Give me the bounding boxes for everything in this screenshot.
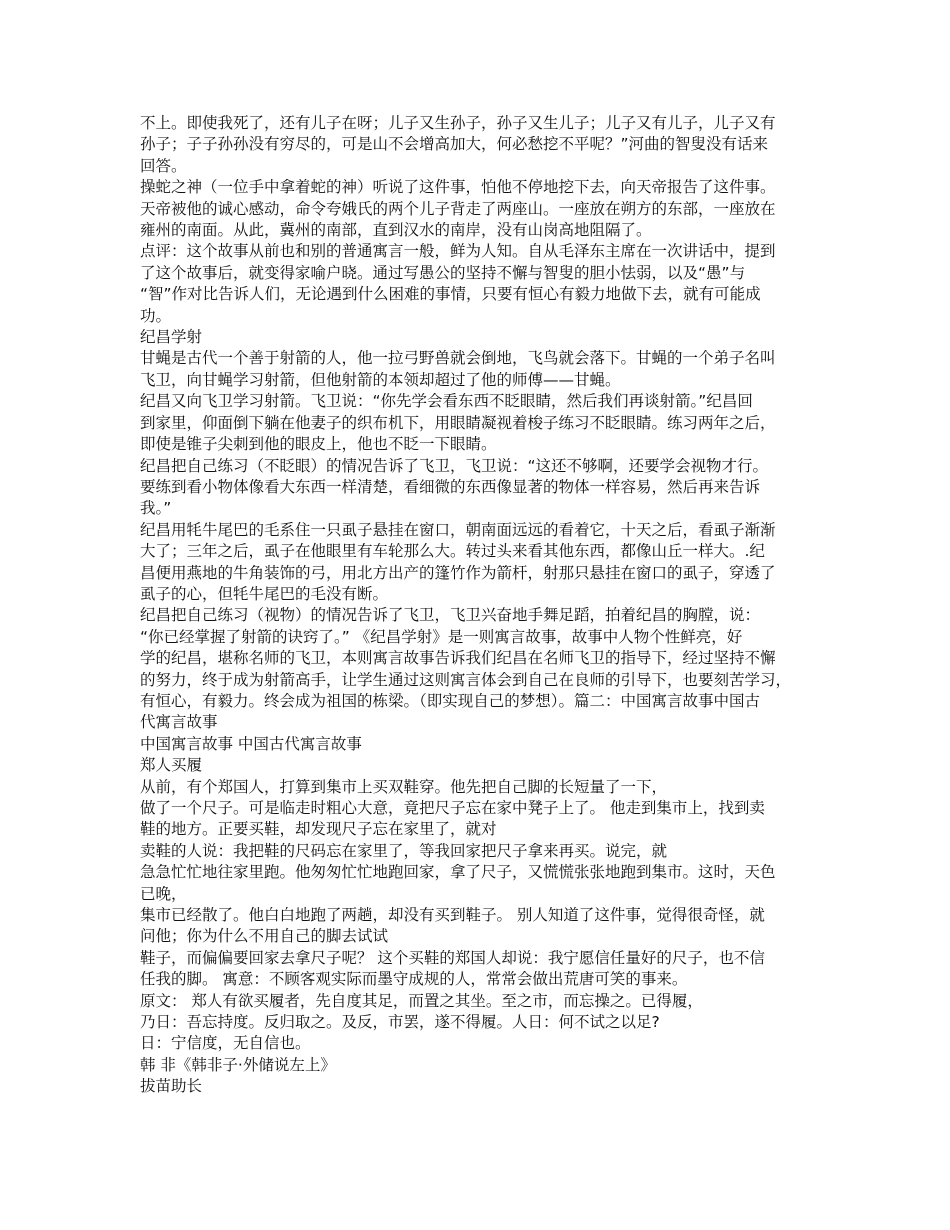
text-line: 大了；三年之后，虱子在他眼里有车轮那么大。转过头来看其他东西，都像山丘一样大。.纪 [140,542,765,561]
text-line: 孙子；子子孙孙没有穷尽的，可是山不会增高加大，何必愁挖不平呢？”河曲的智叟没有话来 [140,135,769,154]
text-line: 乃日：吾忘持度。反归取之。及反，市罢，遂不得履。人日：何不试之以足? [140,1013,660,1032]
text-line: 任我的脚。 寓意：不顾客观实际而墨守成规的人，常常会做出荒唐可笑的事来。 [140,970,688,989]
text-line: 天帝被他的诚心感动，命令夸娥氏的两个儿子背走了两座山。一座放在朔方的东部，一座放在 [140,199,776,218]
text-line: 拔苗助长 [140,1077,203,1096]
text-line: 鞋子，而偏偏要回家去拿尺子呢？ 这个买鞋的郑国人却说：我宁愿信任量好的尺子，也不信 [140,948,765,967]
text-line: 郑人买履 [140,756,203,775]
text-line: 韩 非《韩非子·外储说左上》 [140,1055,336,1074]
text-line: 的努力，终于成为射箭高手，让学生通过这则寓言体会到自己在良师的引导下，也要刻苦学习， [140,670,792,689]
text-line: 我。” [140,499,172,518]
text-line: 纪昌学射 [140,328,203,347]
text-line: 原文： 郑人有欲买履者，先自度其足，而置之其坐。至之市，而忘操之。已得履， [140,991,703,1010]
text-line: 要练到看小物体像看大东西一样清楚，看细微的东西像显著的物体一样容易，然后再来告诉 [140,477,761,496]
text-line: 急急忙忙地往家里跑。他匆匆忙忙地跑回家，拿了尺子，又慌慌张张地跑到集市。这时，天色 [140,863,776,882]
text-line: 日：宁信度，无自信也。 [140,1034,311,1053]
text-line: “你已经掌握了射箭的诀窍了。” 《纪昌学射》是一则寓言故事，故事中人物个性鲜亮，好 [140,627,743,646]
text-line: 操蛇之神（一位手中拿着蛇的神）听说了这件事，怕他不停地挖下去，向天帝报告了这件事。 [140,178,776,197]
text-line: 即使是锥子尖刺到他的眼皮上，他也不眨一下眼睛。 [140,435,497,454]
text-line: 点评：这个故事从前也和别的普通寓言一般，鲜为人知。自从毛泽东主席在一次讲话中，提到 [140,242,776,261]
text-line: 做了一个尺子。可是临走时粗心大意，竟把尺子忘在家中凳子上了。 他走到集市上，找到卖 [140,799,765,817]
text-line: 鞋的地方。正要买鞋，却发现尺子忘在家里了，就对 [140,820,497,839]
document-body [140,113,820,1098]
text-line: “智”作对比告诉人们，无论遇到什么困难的事情，只要有恒心有毅力地做下去，就有可能成 [140,285,761,304]
text-line: 问他；你为什么不用自己的脚去试试 [140,927,389,946]
text-line: 雍州的南面。从此，冀州的南部，直到汉水的南岸，没有山岗高地阻隔了。 [140,221,652,240]
text-line: 学的纪昌，堪称名师的飞卫，本则寓言故事告诉我们纪昌在名师飞卫的指导下，经过坚持不懈 [140,649,776,668]
text-line: 有恒心，有毅力。终会成为祖国的栋梁。（即实现自己的梦想）。篇二：中国寓言故事中国古 [140,691,761,710]
text-line: 纪昌又向飞卫学习射箭。飞卫说：“你先学会看东西不眨眼睛，然后我们再谈射箭。”纪昌回 [140,392,753,411]
text-line: 虱子的心，但牦牛尾巴的毛没有断。 [140,584,389,603]
text-line: 甘蝇是古代一个善于射箭的人，他一拉弓野兽就会倒地，飞鸟就会落下。甘蝇的一个弟子名叫 [140,349,776,368]
text-line: 中国寓言故事 中国古代寓言故事 [140,734,362,753]
text-line: 了这个故事后，就变得家喻户晓。通过写愚公的坚持不懈与智叟的胆小怯弱，以及“愚”与 [140,263,746,282]
text-line: 功。 [140,306,172,325]
text-line: 不上。即使我死了，还有儿子在呀；儿子又生孙子，孙子又生儿子；儿子又有儿子，儿子又有 [140,114,776,132]
text-line: 已晚， [140,884,187,903]
text-line: 纪昌把自己练习（视物）的情况告诉了飞卫，飞卫兴奋地手舞足蹈，拍着纪昌的胸膛，说： [140,606,761,625]
text-line: 集市已经散了。他白白地跑了两趟，却没有买到鞋子。 别人知道了这件事，觉得很奇怪，就 [140,906,765,925]
text-line: 代寓言故事 [140,713,218,732]
text-line: 回答。 [140,156,187,175]
text-line: 纪昌用牦牛尾巴的毛系住一只虱子悬挂在窗口，朝南面远远的看着它，十天之后，看虱子渐渐 [140,520,776,539]
text-line: 飞卫，向甘蝇学习射箭，但他射箭的本领却超过了他的师傅——甘蝇。 [140,370,621,389]
text-line: 从前，有个郑国人，打算到集市上买双鞋穿。他先把自己脚的长短量了一下， [140,777,668,796]
text-line: 纪昌把自己练习（不眨眼）的情况告诉了飞卫，飞卫说：“这还不够啊，还要学会视物才行。 [140,456,769,475]
text-line: 到家里，仰面倒下躺在他妻子的织布机下，用眼睛凝视着梭子练习不眨眼睛。练习两年之后， [140,413,776,432]
text-line: 昌便用燕地的牛角装饰的弓，用北方出产的篷竹作为箭杆，射那只悬挂在窗口的虱子，穿透了 [140,563,776,582]
text-line: 卖鞋的人说：我把鞋的尺码忘在家里了，等我回家把尺子拿来再买。说完，就 [140,841,668,860]
